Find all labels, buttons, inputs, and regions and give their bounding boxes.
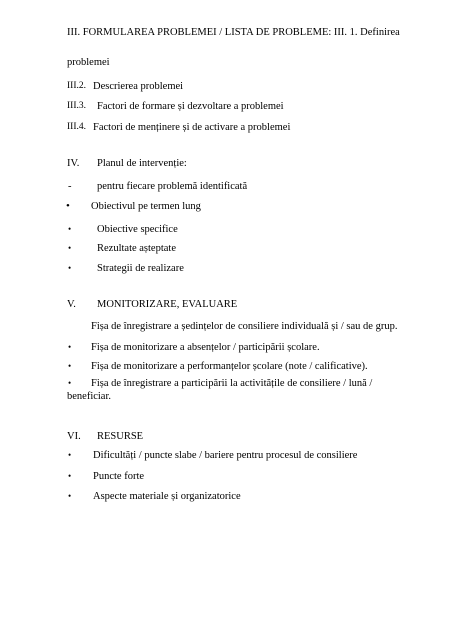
item-3-2-number: III.2. <box>67 81 86 91</box>
bullet-icon: • <box>68 471 72 481</box>
section-6-number: VI. <box>67 431 81 442</box>
filled-bullet-icon: • <box>66 200 70 212</box>
long-term-objective: Obiectivul pe termen lung <box>91 201 201 212</box>
bullet-icon: • <box>68 491 72 501</box>
list-item: Obiective specifice <box>97 224 178 235</box>
section-5-number: V. <box>67 299 76 310</box>
dash-marker: - <box>68 181 72 192</box>
item-3-2-text: Descrierea problemei <box>93 81 184 92</box>
bullet-icon: • <box>68 224 72 234</box>
list-item: Puncte forte <box>93 471 145 482</box>
item-3-4-text: Factori de menținere și de activare a problemei <box>93 122 291 133</box>
list-item: Fișa de monitorizare a performanțelor școlare (note / calificative). <box>91 361 368 372</box>
section-5-title: MONITORIZARE, EVALUARE <box>97 299 238 310</box>
bullet-icon: • <box>68 378 72 388</box>
list-item: Aspecte materiale și organizatorice <box>93 491 241 502</box>
bullet-icon: • <box>68 342 72 352</box>
list-item: Dificultăți / puncte slabe / bariere pentru procesul de consiliere <box>93 450 358 461</box>
section-5-intro: Fișa de înregistrare a ședințelor de consiliere individuală și / sau de grup. <box>91 321 398 332</box>
list-item-continuation: beneficiar. <box>67 391 112 402</box>
list-item: Fișa de înregistrare a participării la activitățile de consiliere / lună / <box>91 378 373 389</box>
bullet-icon: • <box>68 450 72 460</box>
bullet-icon: • <box>68 243 72 253</box>
section-4-title: Planul de intervenție: <box>97 158 187 169</box>
section-4-number: IV. <box>67 158 80 169</box>
list-item: Rezultate așteptate <box>97 243 177 254</box>
item-3-3-text: Factori de formare și dezvoltare a problemei <box>97 101 284 112</box>
section-3-heading: III. FORMULAREA PROBLEMEI / LISTA DE PROBLEME: III. 1. Definirea <box>67 27 400 38</box>
bullet-icon: • <box>68 263 72 273</box>
bullet-icon: • <box>68 361 72 371</box>
section-3-heading-continuation: problemei <box>67 57 110 68</box>
item-3-3-number: III.3. <box>67 101 86 111</box>
section-6-title: RESURSE <box>97 431 144 442</box>
list-item: Fișa de monitorizare a absențelor / participării școlare. <box>91 342 320 353</box>
dash-item: pentru fiecare problemă identificată <box>97 181 248 192</box>
list-item: Strategii de realizare <box>97 263 184 274</box>
item-3-4-number: III.4. <box>67 122 86 132</box>
